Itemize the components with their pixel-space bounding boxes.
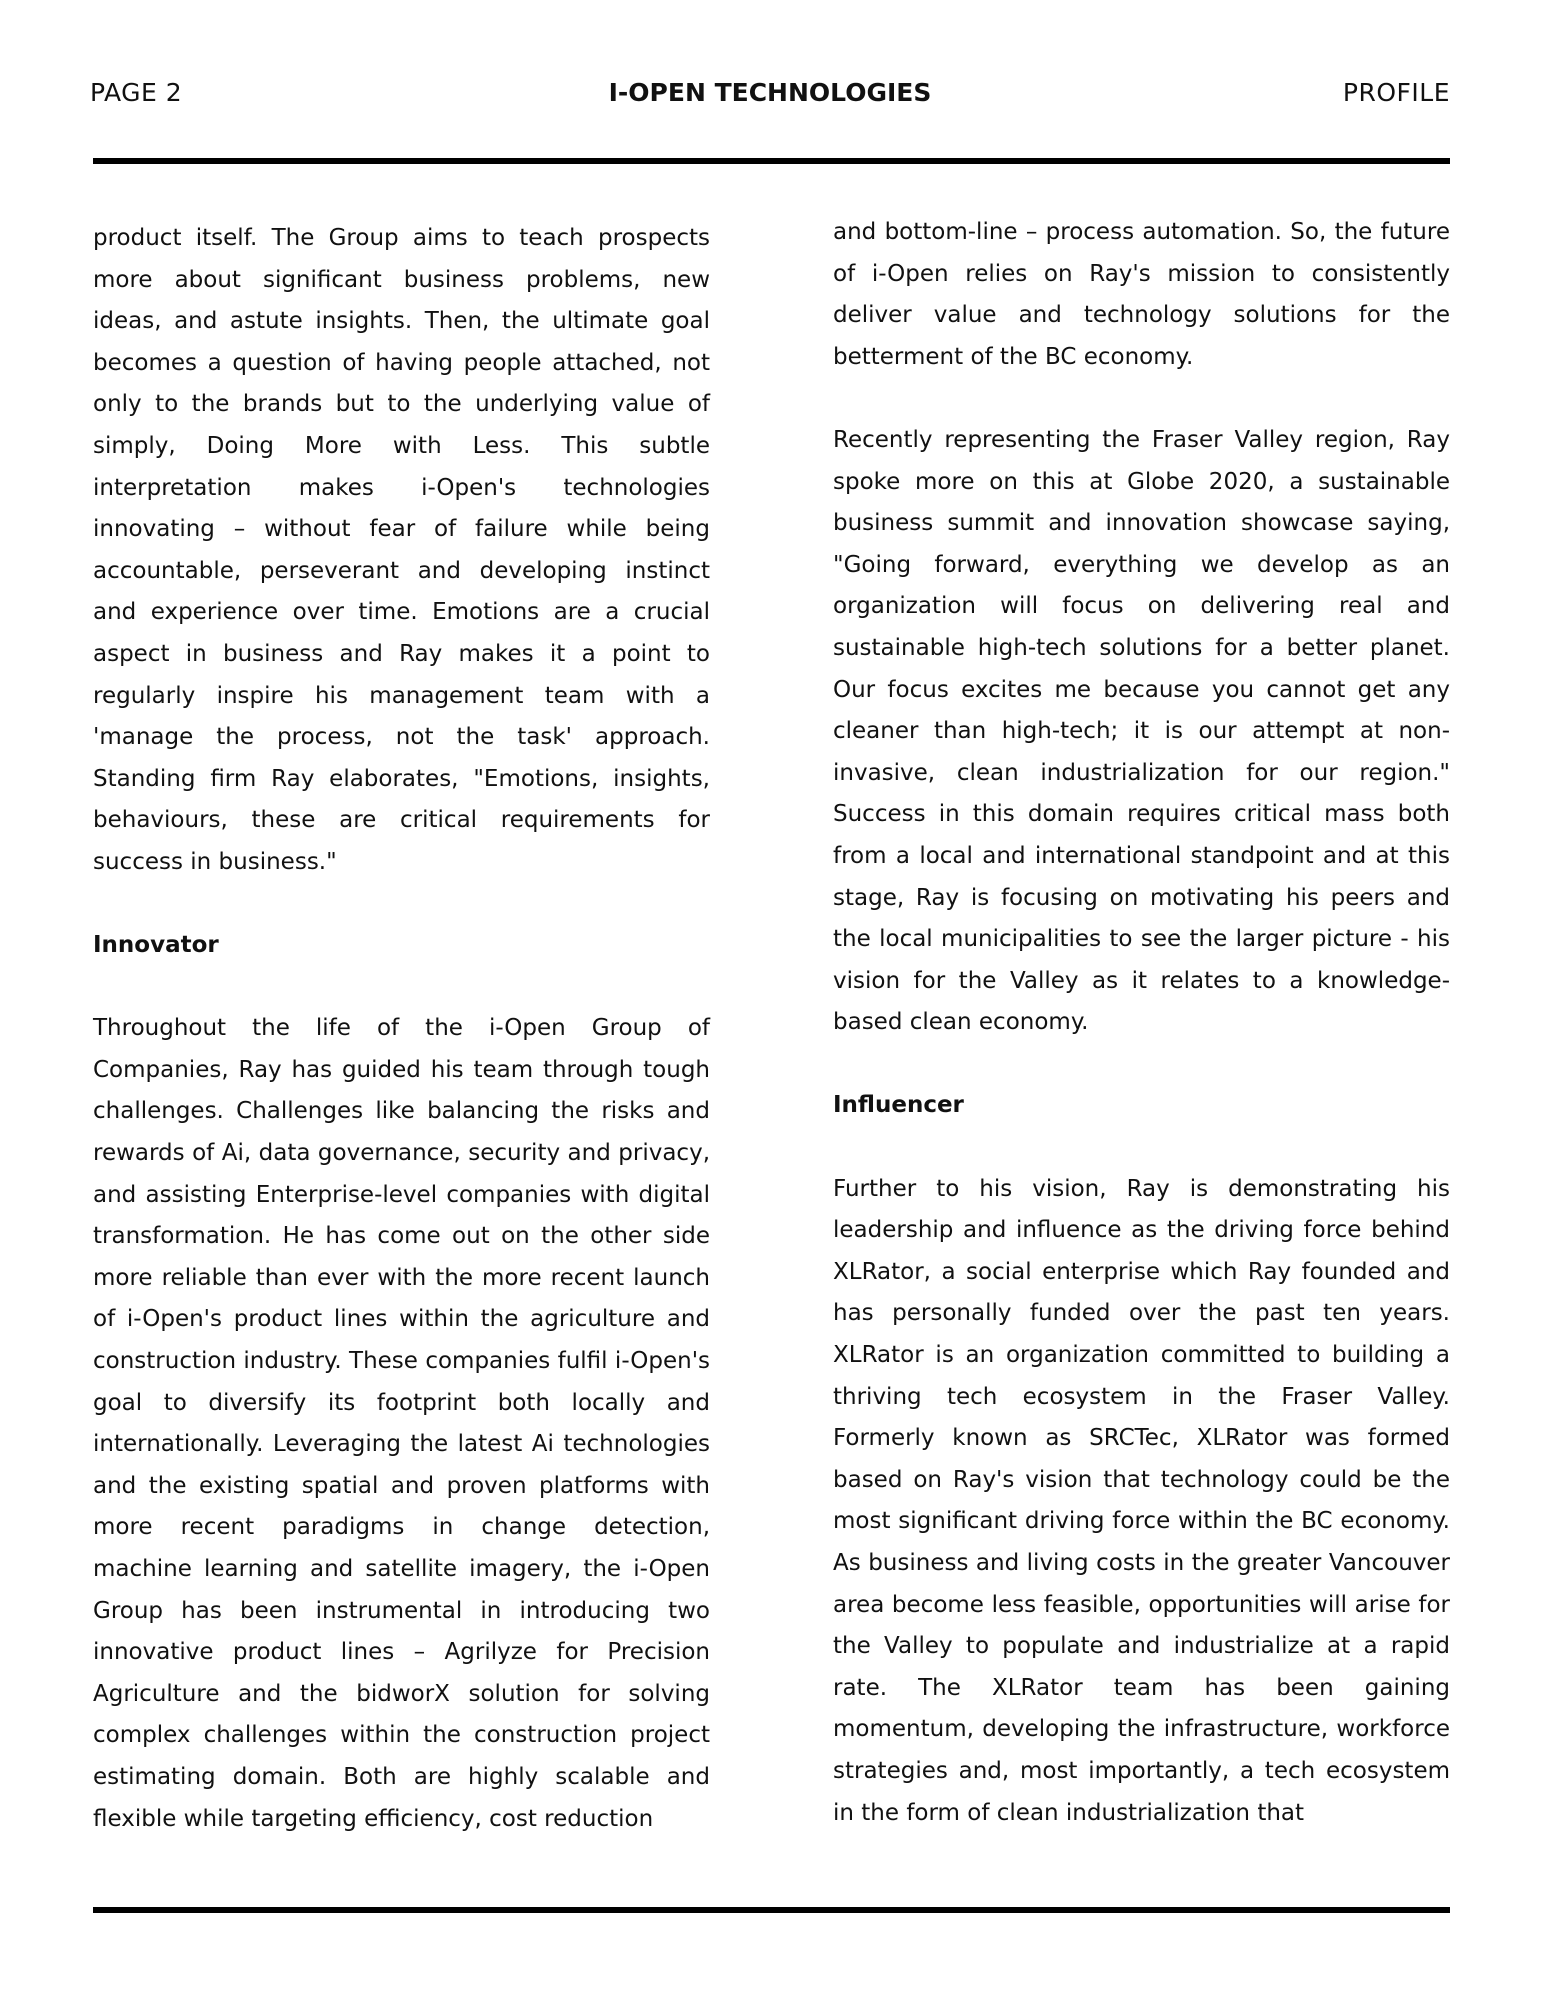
body-paragraph: product itself. The Group aims to teach prospects more about significant business problems, new ideas, and astute insights. Then, the ultimate goal becomes a question of having people attached, not only to the brands but to the underlying value of simply, Doing More with Less. This subtle interpretation makes i-Open's technologies innovating – without fear of failure while being accountable, perseverant and developing instinct and experience over time. Emotions are a crucial aspect in business and Ray makes it a point to regularly inspire his management team with a 'manage the process, not the task' approach. Standing firm Ray elaborates, "Emotions, insights, behaviours, these are critical requirements for success in business." bbox=[93, 225, 710, 875]
body-paragraph: Further to his vision, Ray is demonstrating his leadership and influence as the driving force behind XLRator, a social enterprise which Ray founded and has personally funded over the past ten years. XLRator is an organization committed to building a thriving tech ecosystem in the Fraser Valley. Formerly known as SRCTec, XLRator was formed based on Ray's vision that technology could be the most significant driving force within the BC economy. As business and living costs in the greater Vancouver area become less feasible, opportunities will arise for the Valley to populate and industrialize at a rapid rate. The XLRator team has been gaining momentum, developing the infrastructure, workforce strategies and, most importantly, a tech ecosystem in the form of clean industrialization that bbox=[833, 1175, 1450, 1826]
body-paragraph: Throughout the life of the i-Open Group of Companies, Ray has guided his team through tough challenges. Challenges like balancing the risks and rewards of Ai, data governance, security and privacy, and assisting Enterprise-level companies with digital transformation. He has come out on the other side more reliable than ever with the more recent launch of i-Open's product lines within the agriculture and construction industry. These companies fulfil i-Open's goal to diversify its footprint both locally and internationally. Leveraging the latest Ai technologies and the existing spatial and proven platforms with more recent paradigms in change detection, machine learning and satellite imagery, the i-Open Group has been instrumental in introducing two innovative product lines – Agrilyze for Precision Agriculture and the bidworX solution for solving complex challenges within the construction project estimating domain. Both are highly scalable and flexible while targeting efficiency, cost reduction bbox=[93, 1015, 710, 1832]
right-column bbox=[833, 212, 1450, 1834]
page-header bbox=[90, 78, 1450, 118]
left-column bbox=[93, 218, 710, 1840]
section-heading-influencer: Influencer bbox=[833, 1092, 964, 1119]
section-heading-innovator: Innovator bbox=[93, 932, 219, 959]
footer-divider bbox=[93, 1907, 1450, 1913]
section-label: PROFILE bbox=[1342, 78, 1450, 107]
header-divider bbox=[93, 158, 1450, 164]
document-title: I-OPEN TECHNOLOGIES bbox=[608, 78, 932, 107]
page-number: PAGE 2 bbox=[90, 78, 183, 107]
body-paragraph: Recently representing the Fraser Valley region, Ray spoke more on this at Globe 2020, a sustainable business summit and innovation showcase saying, "Going forward, everything we develop as an organization will focus on delivering real and sustainable high-tech solutions for a better planet. Our focus excites me because you cannot get any cleaner than high-tech; it is our attempt at non-invasive, clean industrialization for our region." Success in this domain requires critical mass both from a local and international standpoint and at this stage, Ray is focusing on motivating his peers and the local municipalities to see the larger picture - his vision for the Valley as it relates to a knowledge-based clean economy. bbox=[833, 426, 1450, 1036]
body-paragraph: and bottom-line – process automation. So, the future of i-Open relies on Ray's mission to consistently deliver value and technology solutions for the betterment of the BC economy. bbox=[833, 219, 1450, 370]
